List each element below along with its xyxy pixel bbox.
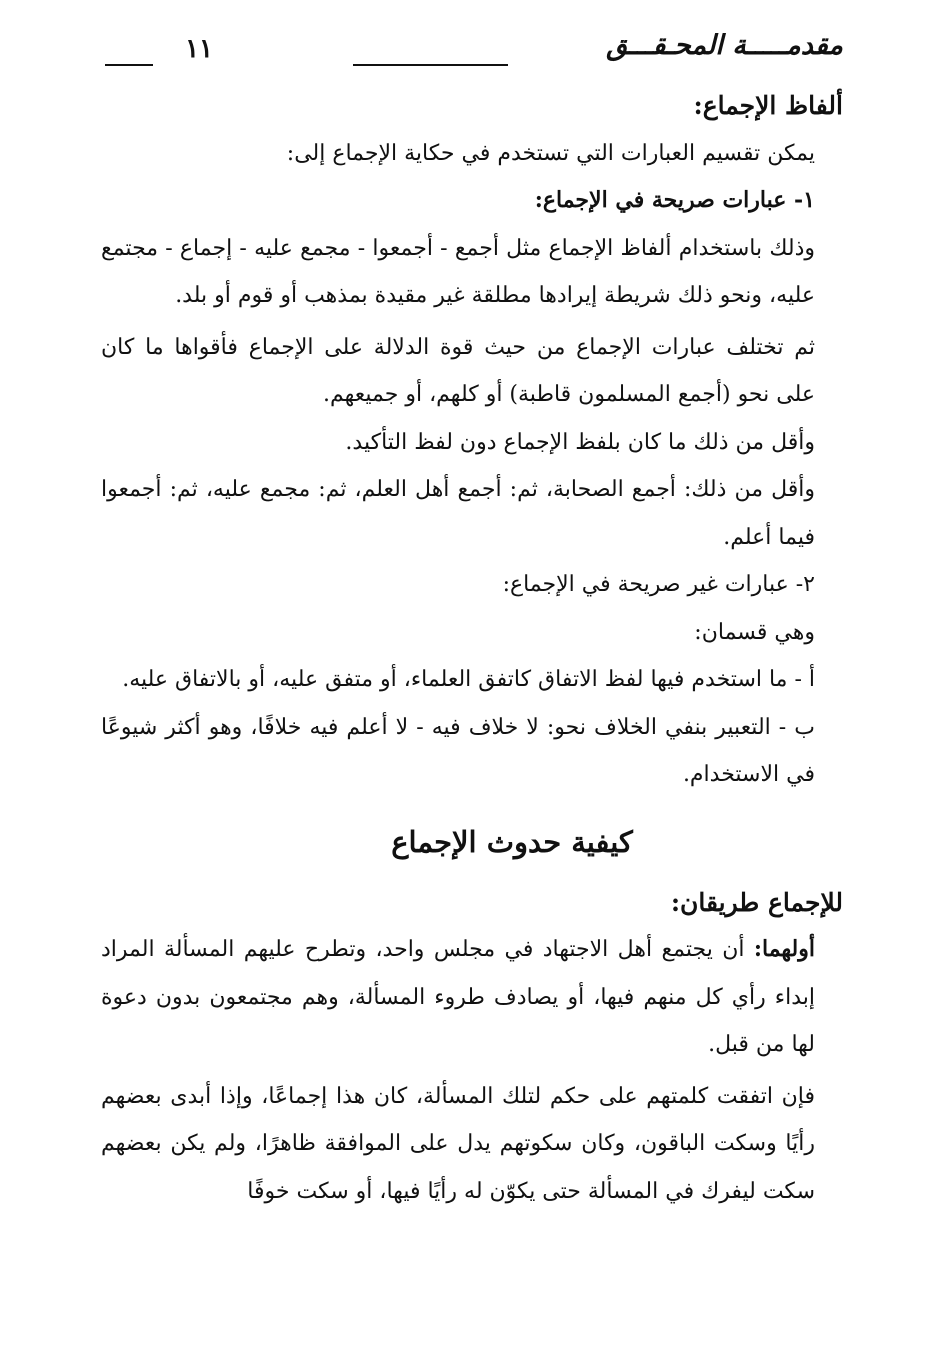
- paragraph: وهي قسمان:: [694, 619, 815, 645]
- heading-terms-of-consensus: ألفاظ الإجماع:: [693, 91, 843, 120]
- header-rule-short: [105, 64, 153, 66]
- running-header: [100, 30, 843, 74]
- section-title: كيفية حدوث الإجماع: [391, 824, 633, 859]
- paragraph: فإن اتفقت كلمتهم على حكم لتلك المسألة، كان هذا إجماعًا، وإذا أبدى بعضهم رأيًا وسكت الباقون، وكان سكوتهم يدل على الموافقة ظاهرًا، ولم يكن بعضهم سكت ليفرك في المسألة حتى يكوّن له رأيًا فيها، أو سكت خوفًا: [101, 1083, 815, 1204]
- paragraph-text: أن يجتمع أهل الاجتهاد في مجلس واحد، وتطرح عليهم المسألة المراد إبداء رأي كل منهم فيها، أو يصادف طروء المسألة، وهم مجتمعون بدون دعوة لها من قبل.: [101, 937, 815, 1057]
- subheading-explicit-terms: ١- عبارات صريحة في الإجماع:: [534, 187, 815, 213]
- paragraph: أ - ما استخدم فيها لفظ الاتفاق كاتفق العلماء، أو متفق عليه، أو بالاتفاق عليه.: [122, 667, 815, 692]
- paragraph: ب - التعبير بنفي الخلاف نحو: لا خلاف فيه - لا أعلم فيه خلافًا، وهو أكثر شيوعًا في الاستخدام.: [101, 714, 815, 787]
- subheading-implicit-terms: ٢- عبارات غير صريحة في الإجماع:: [502, 572, 815, 597]
- paragraph: وأقل من ذلك: أجمع الصحابة، ثم: أجمع أهل العلم، ثم: مجمع عليه، ثم: أجمعوا فيما أعلم.: [101, 477, 815, 550]
- page-body: [101, 82, 843, 1215]
- paragraph: وأقل من ذلك ما كان بلفظ الإجماع دون لفظ التأكيد.: [345, 429, 815, 455]
- heading-two-ways: للإجماع طريقان:: [670, 887, 843, 917]
- paragraph: [101, 926, 843, 1069]
- paragraph-lead: أولهما:: [753, 936, 815, 962]
- page-number: ١١: [185, 34, 213, 64]
- paragraph: وذلك باستخدام ألفاظ الإجماع مثل أجمع - أجمعوا - مجمع عليه - إجماع - مجتمع عليه، ونحو ذلك شريطة إيرادها مطلقة غير مقيدة بمذهب أو قوم أو بلد.: [101, 235, 815, 308]
- paragraph: يمكن تقسيم العبارات التي تستخدم في حكاية الإجماع إلى:: [286, 140, 815, 166]
- header-rule: [353, 64, 508, 66]
- header-title: مقدمـــــة المحـقـــق: [606, 30, 843, 61]
- paragraph: ثم تختلف عبارات الإجماع من حيث قوة الدلالة على الإجماع فأقواها ما كان على نحو (أجمع المسلمون قاطبة) أو كلهم، أو جميعهم.: [101, 334, 815, 407]
